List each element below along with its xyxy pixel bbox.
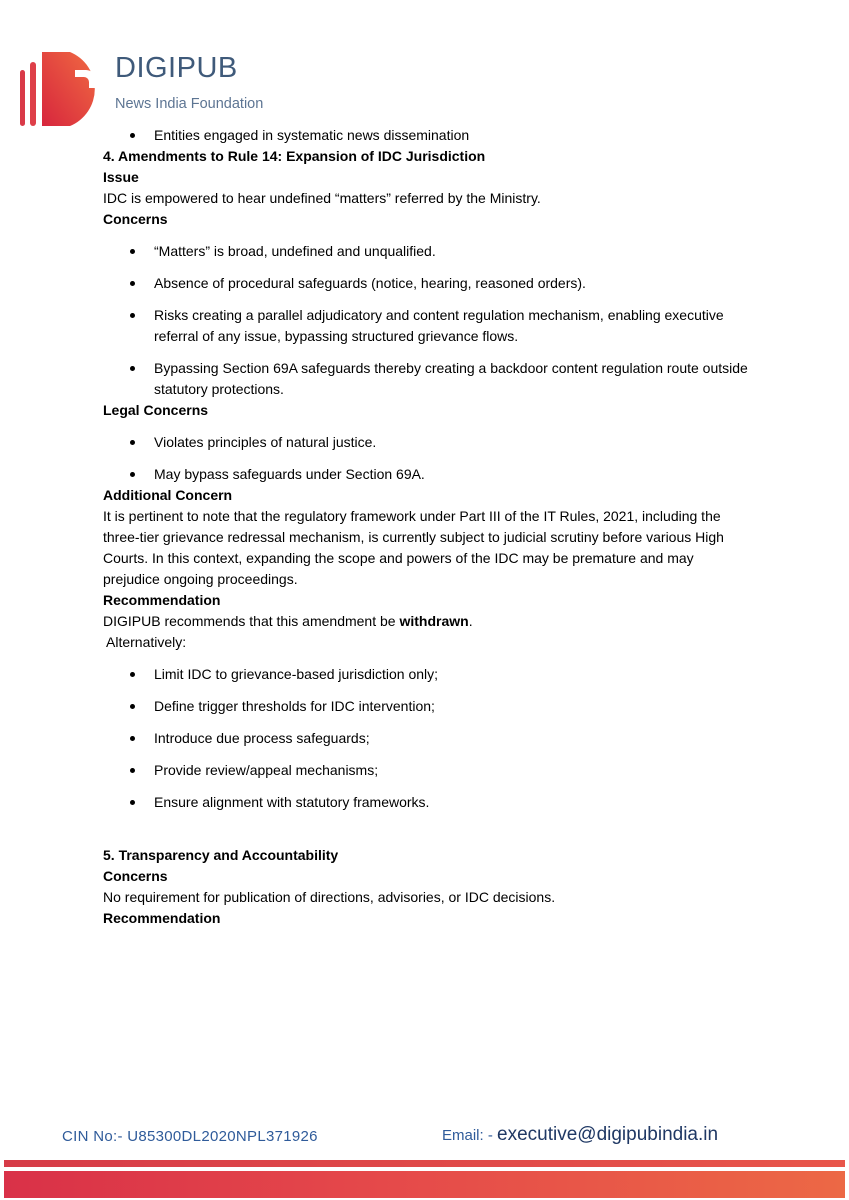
list-item: Risks creating a parallel adjudicatory and content regulation mechanism, enabling executive referral of any issue, bypassing structured grievance flows. (103, 305, 751, 347)
digipub-logo-icon (16, 48, 112, 130)
list-item: Define trigger thresholds for IDC intervention; (103, 696, 751, 717)
list-item: Introduce due process safeguards; (103, 728, 751, 749)
additional-concern-heading: Additional Concern (103, 487, 233, 503)
alternatives-list (103, 664, 751, 813)
concerns-list (103, 241, 751, 400)
list-item: Limit IDC to grievance-based jurisdiction only; (103, 664, 751, 685)
list-item: May bypass safeguards under Section 69A. (103, 464, 751, 485)
section-5-recommendation-heading: Recommendation (103, 910, 221, 926)
list-item: Provide review/appeal mechanisms; (103, 760, 751, 781)
additional-concern-text: It is pertinent to note that the regulatory framework under Part III of the IT Rules, 2021, including the three-tier grievance redressal mechanism, is currently subject to judicial scrutiny before various High Courts. In this context, expanding the scope and powers of the IDC may be premature and may prejudice ongoing proceedings. (103, 508, 724, 587)
section-5-concerns-heading: Concerns (103, 868, 168, 884)
continued-bullet-list (103, 125, 751, 146)
list-item: Violates principles of natural justice. (103, 432, 751, 453)
list-item: Entities engaged in systematic news dissemination (103, 125, 751, 146)
brand-name: DIGIPUB (115, 52, 238, 84)
section-4-title: 4. Amendments to Rule 14: Expansion of IDC Jurisdiction (103, 148, 486, 164)
brand-tagline: News India Foundation (115, 96, 264, 112)
section-5-title: 5. Transparency and Accountability (103, 847, 339, 863)
legal-concerns-list (103, 432, 751, 485)
email-label: Email: - (442, 1127, 498, 1144)
section-5-concerns-text: No requirement for publication of directions, advisories, or IDC decisions. (103, 889, 556, 905)
document-body (103, 125, 751, 929)
issue-heading: Issue (103, 169, 139, 185)
list-item: Bypassing Section 69A safeguards thereby creating a backdoor content regulation route outside statutory protections. (103, 358, 751, 400)
footer-bar-thin (4, 1160, 845, 1167)
concerns-heading: Concerns (103, 211, 168, 227)
list-item: Ensure alignment with statutory frameworks. (103, 792, 751, 813)
recommendation-prefix: DIGIPUB recommends that this amendment be (103, 613, 400, 629)
email-link[interactable]: executive@digipubindia.in (497, 1124, 719, 1145)
alternatively-label: Alternatively: (106, 634, 187, 650)
list-item: “Matters” is broad, undefined and unqualified. (103, 241, 751, 262)
section-spacer (103, 813, 751, 845)
footer-bar-thick (4, 1171, 845, 1198)
issue-text: IDC is empowered to hear undefined “matters” referred by the Ministry. (103, 190, 541, 206)
recommendation-bold: withdrawn (399, 613, 469, 629)
recommendation-suffix: . (468, 613, 473, 629)
legal-concerns-heading: Legal Concerns (103, 402, 209, 418)
list-item: Absence of procedural safeguards (notice, hearing, reasoned orders). (103, 273, 751, 294)
recommendation-heading: Recommendation (103, 592, 221, 608)
cin-number: CIN No:- U85300DL2020NPL371926 (62, 1128, 318, 1145)
email-line (442, 1124, 718, 1146)
recommendation-text (103, 611, 751, 632)
header-logo (16, 48, 276, 132)
